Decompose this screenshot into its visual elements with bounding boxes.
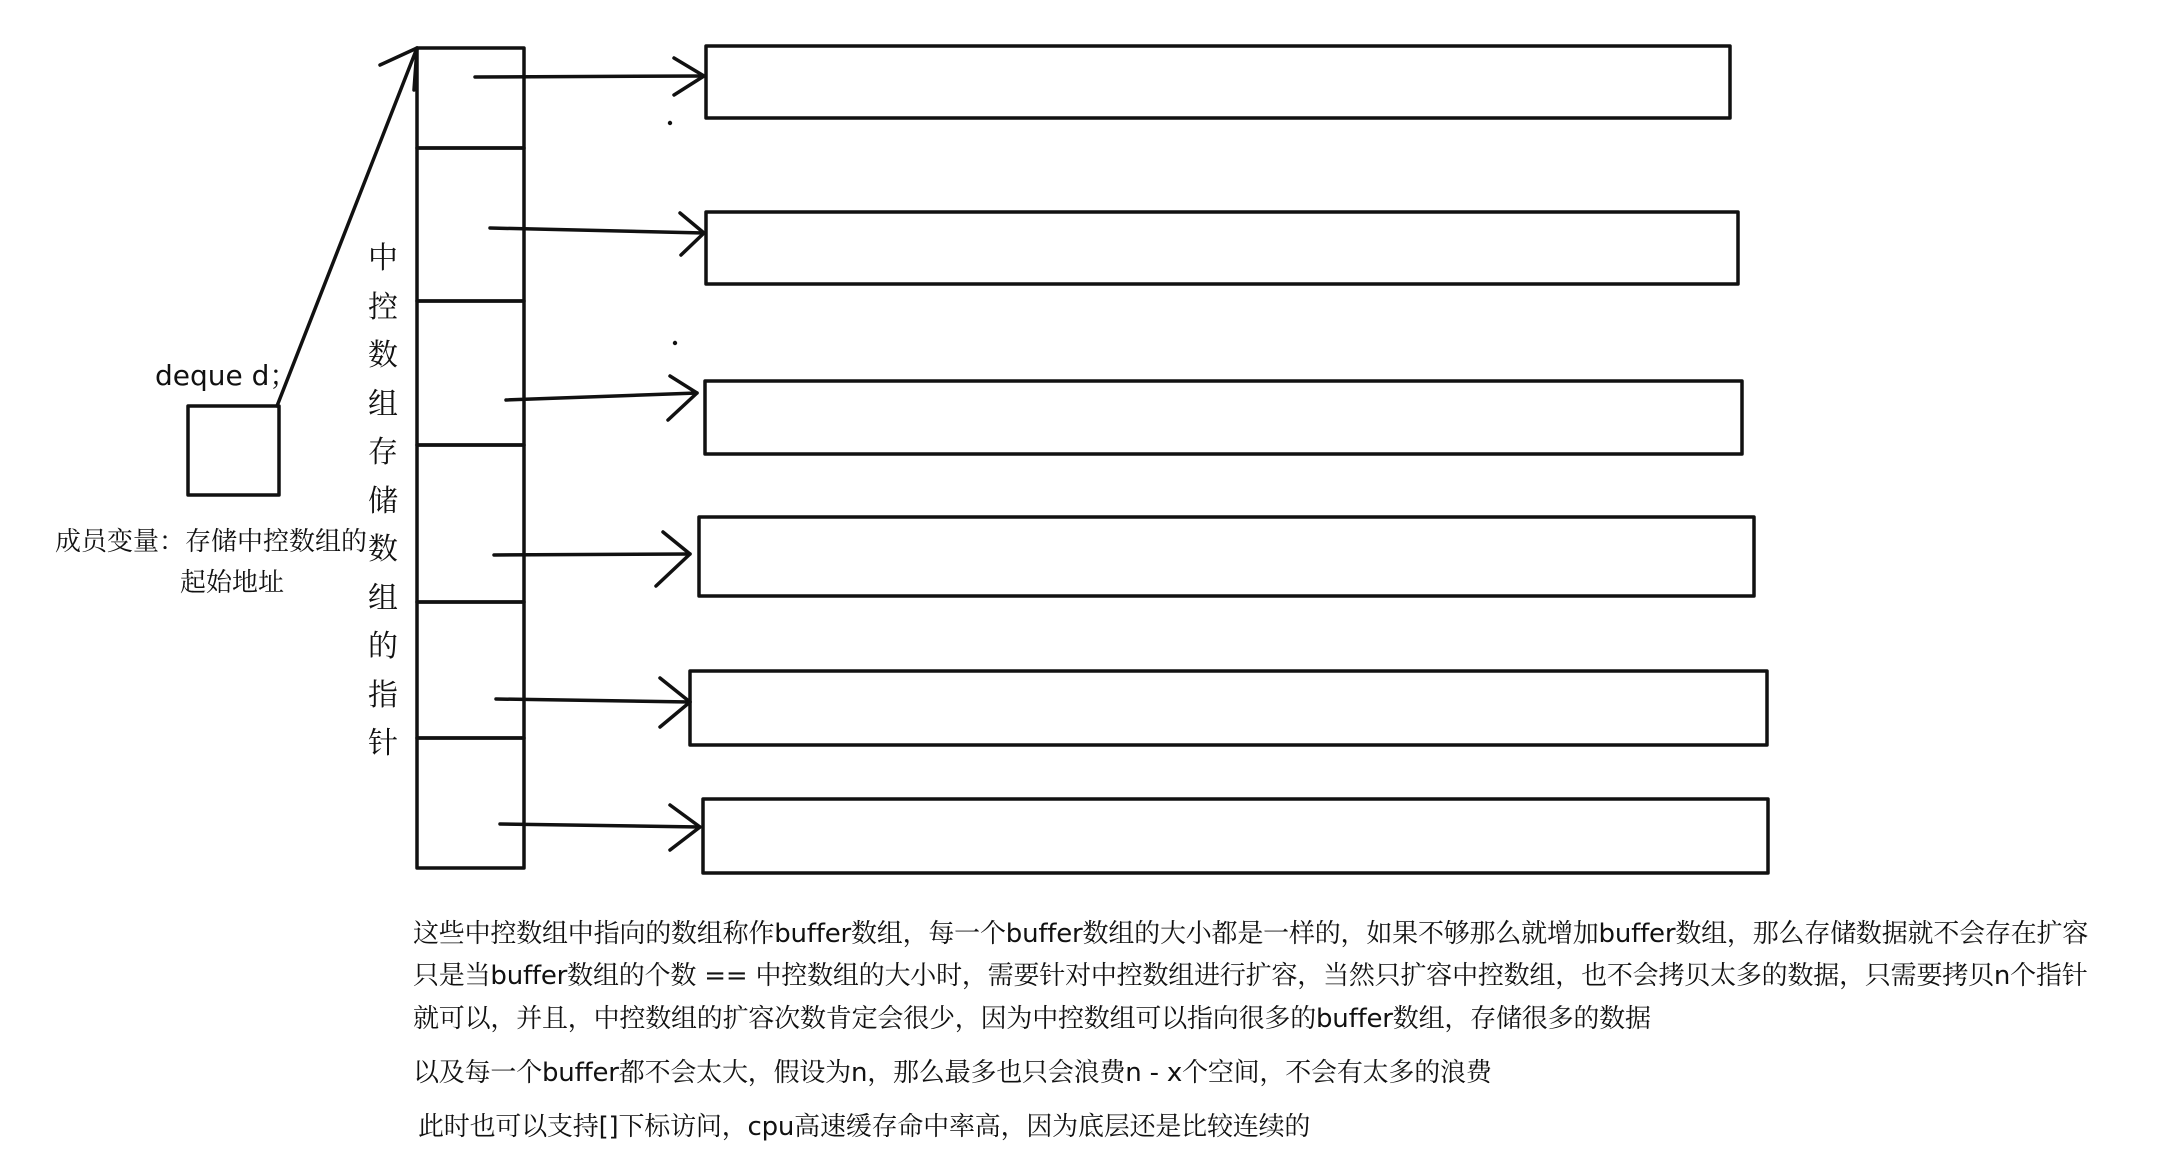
buffer-array	[699, 517, 1754, 596]
explanation-text-line: 此时也可以支持[]下标访问，cpu高速缓存命中率高，因为底层还是比较连续的	[418, 1112, 1311, 1142]
vertical-label-char: 的	[368, 629, 398, 664]
vertical-label-char: 指	[368, 677, 398, 713]
central-array-cell	[417, 48, 524, 148]
central-array	[417, 48, 524, 868]
buffer-array	[690, 671, 1767, 745]
buffer-pointer-line	[490, 228, 704, 233]
buffer-arrays	[690, 46, 1768, 873]
central-array-cell	[417, 738, 524, 868]
vertical-label-char: 数	[368, 338, 398, 373]
vertical-label-char: 中	[368, 241, 398, 276]
central-array-cell	[417, 148, 524, 301]
buffer-array	[706, 46, 1730, 118]
stray-dot	[673, 341, 677, 345]
explanation-text-line: 以及每一个buffer都不会太大，假设为n，那么最多也只会浪费n - x个空间，不会有太多的浪费	[413, 1058, 1492, 1088]
buffer-pointer-arrowhead	[668, 376, 697, 420]
buffer-pointer-line	[500, 824, 700, 827]
vertical-label-char: 针	[368, 726, 398, 761]
central-array-cell	[417, 445, 524, 602]
buffer-array	[705, 381, 1742, 454]
member-variable-label-line1: 成员变量：存储中控数组的	[55, 527, 368, 557]
member-variable-label-line2: 起始地址	[180, 568, 285, 598]
central-array-cell	[417, 301, 524, 445]
buffer-array	[706, 212, 1738, 284]
central-array-cell	[417, 602, 524, 738]
vertical-label-char: 储	[368, 483, 398, 519]
explanation-text-line: 只是当buffer数组的个数 == 中控数组的大小时，需要针对中控数组进行扩容，当然只扩容中控数组，也不会拷贝太多的数据，只需要拷贝n个指针	[413, 961, 2088, 991]
central-array-vertical-label	[362, 235, 404, 769]
vertical-label-char: 存	[368, 435, 398, 470]
buffer-pointer-line	[506, 393, 697, 400]
buffer-pointer-line	[475, 76, 704, 77]
explanation-text-line: 就可以，并且，中控数组的扩容次数肯定会很少，因为中控数组可以指向很多的buffer数组，存储很多的数据	[413, 1004, 1651, 1034]
vertical-label-char: 组	[368, 386, 398, 422]
vertical-label-char: 控	[368, 289, 398, 325]
start-pointer-arrowhead	[380, 48, 417, 90]
buffer-pointers	[475, 58, 704, 850]
deque-declaration-label: deque d；	[155, 359, 298, 392]
stray-dot	[668, 121, 672, 125]
vertical-label-char: 组	[368, 580, 398, 616]
deque-object-box	[188, 406, 279, 495]
vertical-label-char: 数	[368, 532, 398, 567]
buffer-array	[703, 799, 1768, 873]
buffer-pointer-line	[494, 554, 690, 555]
buffer-pointer-arrowhead	[656, 532, 690, 586]
explanation-text-line: 这些中控数组中指向的数组称作buffer数组，每一个buffer数组的大小都是一样的，如果不够那么就增加buffer数组，那么存储数据就不会存在扩容	[413, 919, 2089, 949]
